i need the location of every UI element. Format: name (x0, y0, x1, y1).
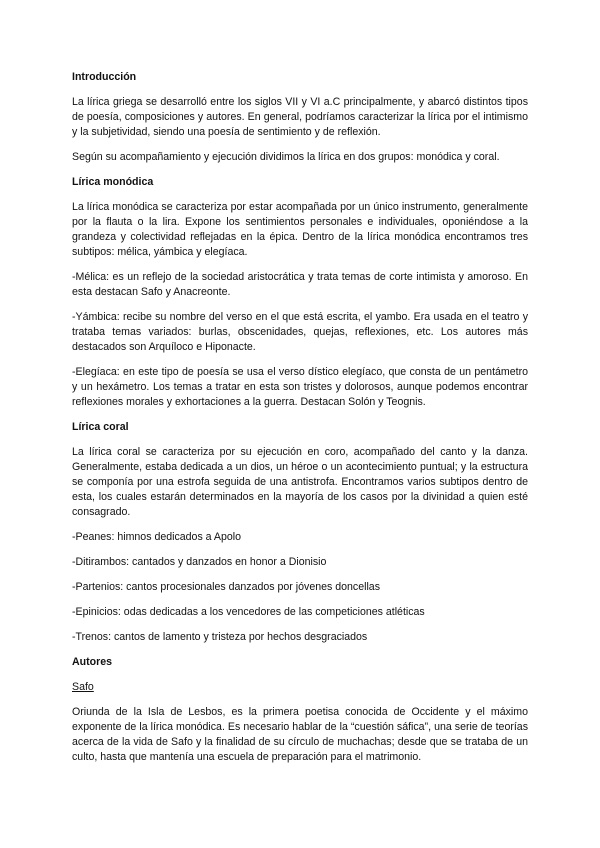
heading-lirica-monodica: Lírica monódica (72, 176, 154, 188)
coral-item-partenios: -Partenios: cantos procesionales danzados por jóvenes doncellas (72, 581, 380, 593)
coral-item-ditirambos: -Ditirambos: cantados y danzados en honor a Dionisio (72, 556, 327, 568)
monodica-paragraph: La lírica monódica se caracteriza por estar acompañada por un único instrumento, generalmente por la flauta o la lira. Expone los sentimientos personales e individuales, oponiéndose a la grandeza y colectividad reflejadas en la épica. Dentro de la lírica monódica encontramos tres subtipos: mélica, yámbica y elegíaca. (72, 201, 528, 258)
intro-paragraph-2: Según su acompañamiento y ejecución dividimos la lírica en dos grupos: monódica y coral. (72, 151, 500, 163)
coral-item-epinicios: -Epinicios: odas dedicadas a los vencedores de las competiciones atléticas (72, 606, 425, 618)
monodica-elegiaca: -Elegíaca: en este tipo de poesía se usa el verso dístico elegíaco, que consta de un pentámetro y un hexámetro. Los temas a tratar en esta son tristes y dolorosos, aunque podemos encontrar reflexiones morales y exhortaciones a la guerra. Destacan Solón y Teognis. (72, 366, 528, 408)
monodica-melica: -Mélica: es un reflejo de la sociedad aristocrática y trata temas de corte intimista y amoroso. En esta destacan Safo y Anacreonte. (72, 271, 528, 298)
heading-lirica-coral: Lírica coral (72, 421, 129, 433)
coral-item-trenos: -Trenos: cantos de lamento y tristeza por hechos desgraciados (72, 631, 368, 643)
monodica-yambica: -Yámbica: recibe su nombre del verso en el que está escrita, el yambo. Era usada en el teatro y trataba temas variados: burlas, obscenidades, quejas, reflexiones, etc. Los autores más destacados son Arquíloco e Hiponacte. (72, 311, 528, 353)
coral-item-peanes: -Peanes: himnos dedicados a Apolo (72, 531, 242, 543)
intro-paragraph-1: La lírica griega se desarrolló entre los siglos VII y VI a.C principalmente, y abarcó distintos tipos de poesía, composiciones y autores. En general, podríamos caracterizar la lírica por el intimismo y la subjetividad, siendo una poesía de sentimiento y de reflexión. (72, 96, 528, 138)
coral-paragraph: La lírica coral se caracteriza por su ejecución en coro, acompañado del canto y la danza. Generalmente, estaba dedicada a un dios, un héroe o un acontecimiento puntual; y la estructura se componía por una estrofa seguida de una antistrofa. Encontramos varios subtipos dentro de esta, los cuales estarán determinados en la mayoría de los casos por la divinidad a quien esté consagrado. (72, 446, 528, 518)
heading-autores: Autores (72, 656, 113, 668)
safo-paragraph: Oriunda de la Isla de Lesbos, es la primera poetisa conocida de Occidente y el máximo exponente de la lírica monódica. Es necesario hablar de la “cuestión sáfica”, una serie de teorías acerca de la vida de Safo y la finalidad de su círculo de muchachas; desde que se trataba de un culto, hasta que mantenía una escuela de preparación para el matrimonio. (72, 706, 528, 763)
document-page (72, 70, 528, 775)
subheading-safo: Safo (72, 681, 94, 693)
heading-introduccion: Introducción (72, 71, 137, 83)
